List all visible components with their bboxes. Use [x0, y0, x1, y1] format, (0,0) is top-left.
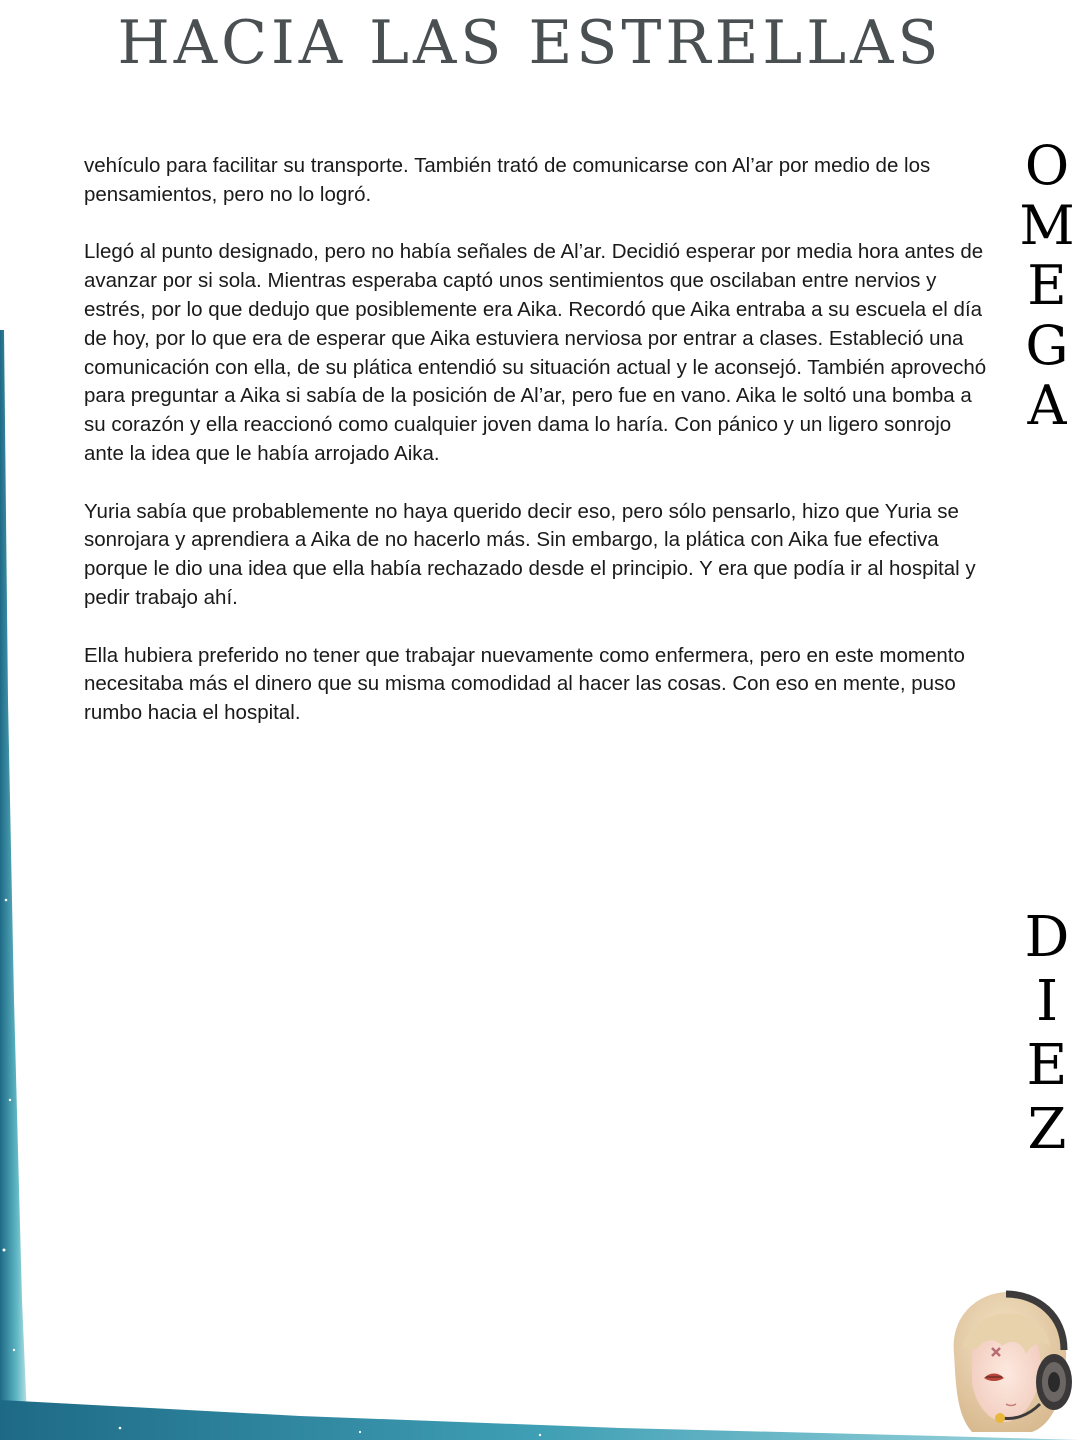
side-letter: E: [1026, 1033, 1068, 1098]
starry-edge-decoration: [0, 0, 60, 1440]
side-letter: D: [1024, 905, 1070, 970]
anime-girl-headphones-icon: [936, 1284, 1076, 1434]
story-body: [84, 152, 996, 757]
side-letter: I: [1035, 969, 1059, 1034]
page-header-title: HACIA LAS ESTRELLAS: [117, 8, 943, 78]
side-letter: M: [1019, 194, 1075, 257]
side-label-omega: [1017, 136, 1077, 436]
starry-bottom-decoration: [0, 1380, 1080, 1440]
side-letter: A: [1027, 374, 1067, 437]
paragraph: vehículo para facilitar su transporte. También trató de comunicarse con Al’ar por medio de los pensamientos, pero no lo logró.: [84, 154, 931, 206]
paragraph: Llegó al punto designado, pero no había señales de Al’ar. Decidió esperar por media hora antes de avanzar por si sola. Mientras esperaba captó unos sentimientos que oscilaban entre nervios y estrés, por lo que dedujo que posiblemente era Aika. Recordó que Aika entraba a su escuela el día de hoy, por lo que era de esperar que Aika estuviera nerviosa por entrar a clases. Estableció una comunicación con ella, de su plática entendió su situación actual y le aconsejó. También aprovechó para preguntar a Aika si sabía de la posición de Al’ar, pero fue en vano. Aika le soltó una bomba a su corazón y ella reaccionó como cualquier joven dama lo haría. Con pánico y un ligero sonrojo ante la idea que le había arrojado Aika.: [84, 240, 987, 465]
side-letter: E: [1027, 254, 1067, 317]
side-letter: G: [1025, 314, 1069, 377]
paragraph: Ella hubiera preferido no tener que trabajar nuevamente como enfermera, pero en este momento necesitaba más el dinero que su misma comodidad al hacer las cosas. Con eso en mente, puso rumbo hacia el hospital.: [84, 643, 965, 725]
paragraph: Yuria sabía que probablemente no haya querido decir eso, pero sólo pensarlo, hizo que Yuria se sonrojara y aprendiera a Aika de no hacerlo más. Sin embargo, la plática con Aika fue efectiva porque le dio una idea que ella había rechazado desde el principio. Y era que podía ir al hospital y pedir trabajo ahí.: [84, 499, 976, 609]
side-letter: O: [1024, 134, 1070, 197]
side-letter: Z: [1027, 1097, 1067, 1162]
side-label-diez: [1017, 906, 1077, 1162]
